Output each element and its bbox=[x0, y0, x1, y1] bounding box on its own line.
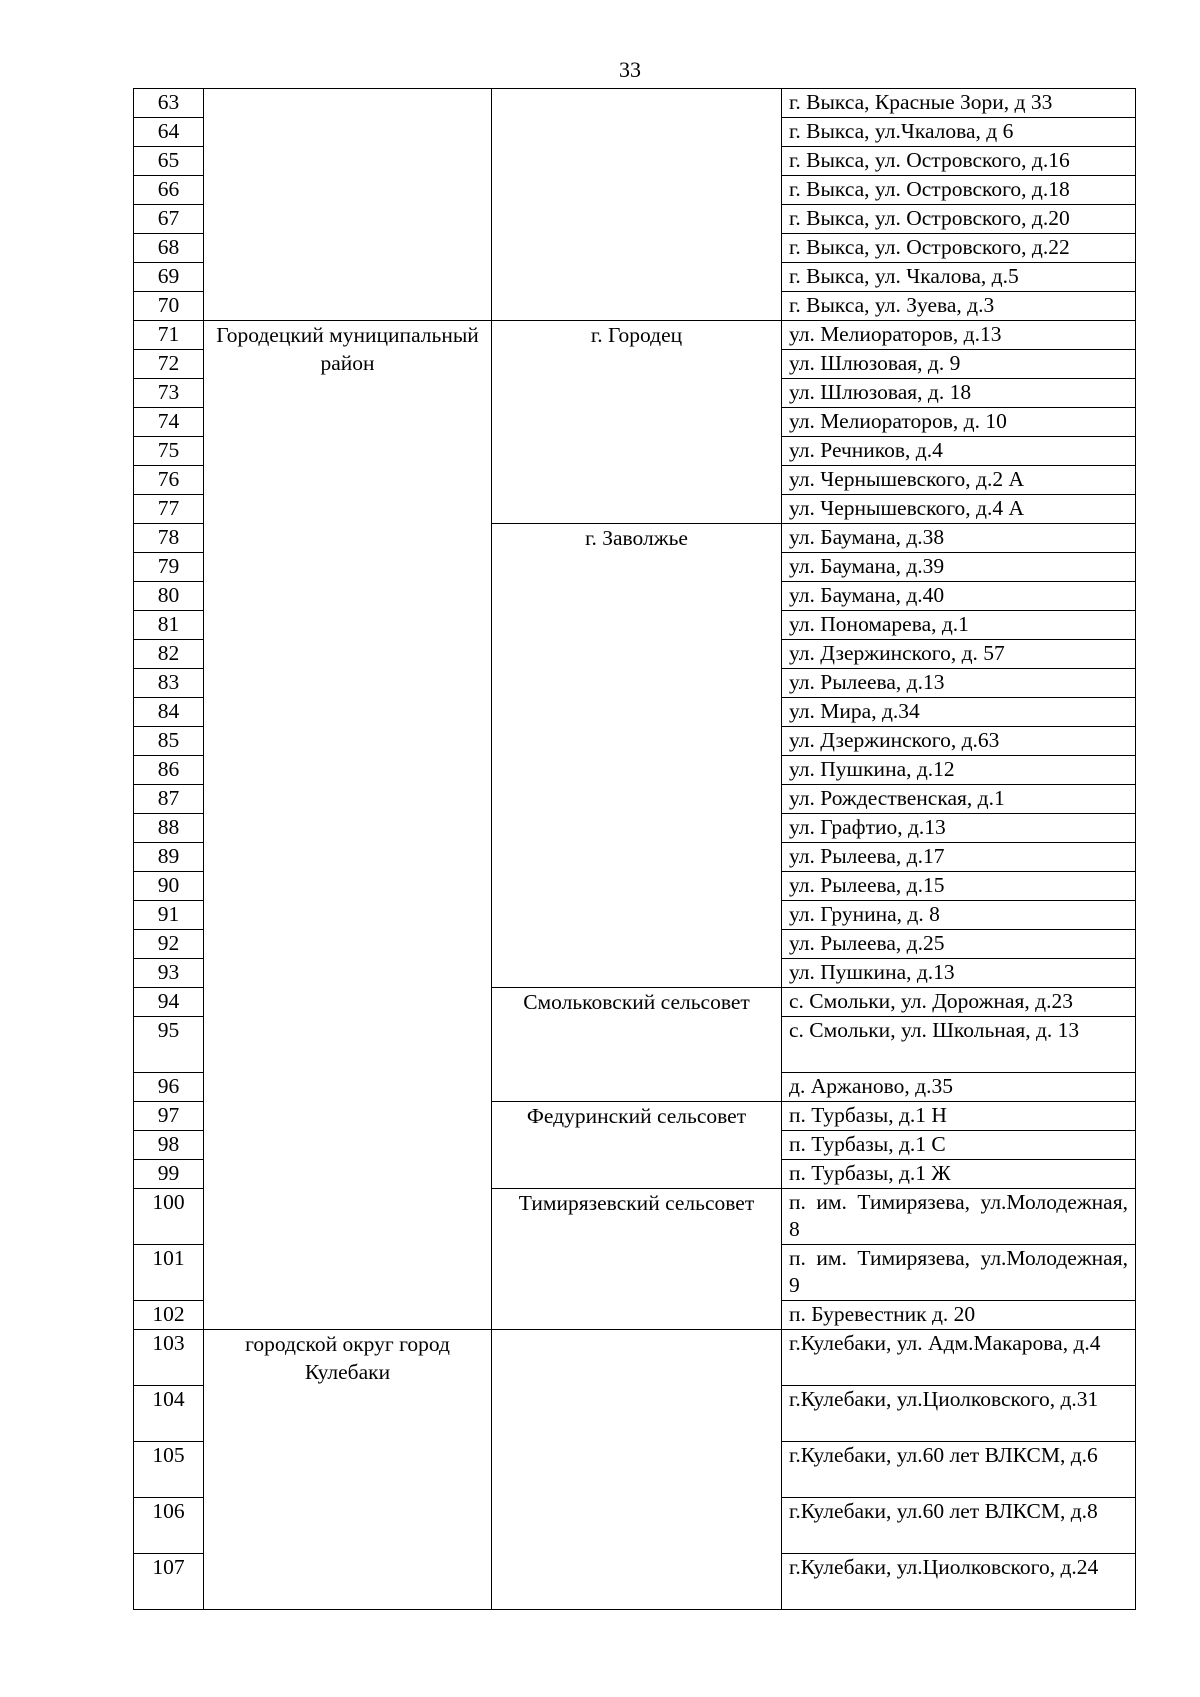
address-cell: ул. Дзержинского, д. 57 bbox=[782, 640, 1136, 669]
row-number: 106 bbox=[134, 1498, 204, 1554]
address-cell: ул. Мелиораторов, д. 10 bbox=[782, 408, 1136, 437]
row-number: 92 bbox=[134, 930, 204, 959]
row-number: 107 bbox=[134, 1554, 204, 1610]
row-number: 97 bbox=[134, 1102, 204, 1131]
locality-cell: Тимирязевский сельсовет bbox=[492, 1189, 782, 1330]
row-number: 101 bbox=[134, 1245, 204, 1301]
locality-cell bbox=[492, 89, 782, 321]
row-number: 91 bbox=[134, 901, 204, 930]
address-cell: с. Смольки, ул. Дорожная, д.23 bbox=[782, 988, 1136, 1017]
address-cell: п. Турбазы, д.1 Ж bbox=[782, 1160, 1136, 1189]
district-cell: Городецкий муниципальный район bbox=[204, 321, 492, 1330]
page-number: 33 bbox=[619, 57, 641, 82]
row-number: 79 bbox=[134, 553, 204, 582]
row-number: 82 bbox=[134, 640, 204, 669]
address-cell: п. им. Тимирязева, ул.Молодежная, 9 bbox=[782, 1245, 1136, 1301]
address-cell: ул. Мелиораторов, д.13 bbox=[782, 321, 1136, 350]
address-cell: г.Кулебаки, ул. Адм.Макарова, д.4 bbox=[782, 1330, 1136, 1386]
address-cell: ул. Пономарева, д.1 bbox=[782, 611, 1136, 640]
address-cell: ул. Баумана, д.39 bbox=[782, 553, 1136, 582]
address-cell: г. Выкса, ул. Островского, д.20 bbox=[782, 205, 1136, 234]
locality-cell: Смольковский сельсовет bbox=[492, 988, 782, 1102]
row-number: 69 bbox=[134, 263, 204, 292]
row-number: 84 bbox=[134, 698, 204, 727]
address-cell: г. Выкса, ул. Островского, д.22 bbox=[782, 234, 1136, 263]
address-cell: ул. Рылеева, д.17 bbox=[782, 843, 1136, 872]
row-number: 64 bbox=[134, 118, 204, 147]
row-number: 103 bbox=[134, 1330, 204, 1386]
locality-cell bbox=[492, 1330, 782, 1610]
address-cell: г.Кулебаки, ул.Циолковского, д.24 bbox=[782, 1554, 1136, 1610]
address-cell: п. им. Тимирязева, ул.Молодежная, 8 bbox=[782, 1189, 1136, 1245]
address-cell: п. Турбазы, д.1 С bbox=[782, 1131, 1136, 1160]
row-number: 89 bbox=[134, 843, 204, 872]
address-cell: г. Выкса, ул. Островского, д.18 bbox=[782, 176, 1136, 205]
address-cell: г. Выкса, Красные Зори, д 33 bbox=[782, 89, 1136, 118]
row-number: 65 bbox=[134, 147, 204, 176]
address-cell: ул. Чернышевского, д.2 А bbox=[782, 466, 1136, 495]
address-cell: ул. Чернышевского, д.4 А bbox=[782, 495, 1136, 524]
address-cell: ул. Грунина, д. 8 bbox=[782, 901, 1136, 930]
row-number: 94 bbox=[134, 988, 204, 1017]
row-number: 96 bbox=[134, 1073, 204, 1102]
address-cell: ул. Пушкина, д.12 bbox=[782, 756, 1136, 785]
row-number: 67 bbox=[134, 205, 204, 234]
row-number: 85 bbox=[134, 727, 204, 756]
address-cell: п. Буревестник д. 20 bbox=[782, 1301, 1136, 1330]
address-cell: ул. Речников, д.4 bbox=[782, 437, 1136, 466]
row-number: 93 bbox=[134, 959, 204, 988]
table-row bbox=[134, 321, 1136, 350]
district-cell bbox=[204, 89, 492, 321]
row-number: 75 bbox=[134, 437, 204, 466]
address-cell: с. Смольки, ул. Школьная, д. 13 bbox=[782, 1017, 1136, 1073]
institutions-table bbox=[133, 88, 1136, 1610]
address-cell: д. Аржаново, д.35 bbox=[782, 1073, 1136, 1102]
address-cell: ул. Шлюзовая, д. 18 bbox=[782, 379, 1136, 408]
address-cell: г.Кулебаки, ул.Циолковского, д.31 bbox=[782, 1386, 1136, 1442]
row-number: 95 bbox=[134, 1017, 204, 1073]
address-cell: ул. Рылеева, д.13 bbox=[782, 669, 1136, 698]
row-number: 87 bbox=[134, 785, 204, 814]
row-number: 70 bbox=[134, 292, 204, 321]
row-number: 63 bbox=[134, 89, 204, 118]
address-cell: г. Выкса, ул. Зуева, д.3 bbox=[782, 292, 1136, 321]
address-cell: ул. Дзержинского, д.63 bbox=[782, 727, 1136, 756]
address-cell: ул. Шлюзовая, д. 9 bbox=[782, 350, 1136, 379]
address-cell: ул. Рылеева, д.25 bbox=[782, 930, 1136, 959]
row-number: 90 bbox=[134, 872, 204, 901]
locality-cell: г. Заволжье bbox=[492, 524, 782, 988]
row-number: 86 bbox=[134, 756, 204, 785]
table-row bbox=[134, 1330, 1136, 1386]
row-number: 104 bbox=[134, 1386, 204, 1442]
row-number: 83 bbox=[134, 669, 204, 698]
address-cell: г. Выкса, ул.Чкалова, д 6 bbox=[782, 118, 1136, 147]
locality-cell: Федуринский сельсовет bbox=[492, 1102, 782, 1189]
table-body bbox=[134, 89, 1136, 1610]
address-cell: г. Выкса, ул. Чкалова, д.5 bbox=[782, 263, 1136, 292]
table-row bbox=[134, 89, 1136, 118]
row-number: 99 bbox=[134, 1160, 204, 1189]
address-cell: ул. Рождественская, д.1 bbox=[782, 785, 1136, 814]
row-number: 66 bbox=[134, 176, 204, 205]
row-number: 78 bbox=[134, 524, 204, 553]
row-number: 81 bbox=[134, 611, 204, 640]
address-cell: г. Выкса, ул. Островского, д.16 bbox=[782, 147, 1136, 176]
district-cell: городской округ город Кулебаки bbox=[204, 1330, 492, 1610]
row-number: 102 bbox=[134, 1301, 204, 1330]
address-cell: ул. Мира, д.34 bbox=[782, 698, 1136, 727]
row-number: 68 bbox=[134, 234, 204, 263]
row-number: 88 bbox=[134, 814, 204, 843]
row-number: 80 bbox=[134, 582, 204, 611]
address-cell: ул. Пушкина, д.13 bbox=[782, 959, 1136, 988]
row-number: 77 bbox=[134, 495, 204, 524]
row-number: 76 bbox=[134, 466, 204, 495]
address-cell: ул. Баумана, д.40 bbox=[782, 582, 1136, 611]
row-number: 105 bbox=[134, 1442, 204, 1498]
locality-cell: г. Городец bbox=[492, 321, 782, 524]
row-number: 98 bbox=[134, 1131, 204, 1160]
row-number: 73 bbox=[134, 379, 204, 408]
address-cell: ул. Рылеева, д.15 bbox=[782, 872, 1136, 901]
address-cell: п. Турбазы, д.1 Н bbox=[782, 1102, 1136, 1131]
address-cell: ул. Графтио, д.13 bbox=[782, 814, 1136, 843]
row-number: 74 bbox=[134, 408, 204, 437]
address-cell: г.Кулебаки, ул.60 лет ВЛКСМ, д.6 bbox=[782, 1442, 1136, 1498]
row-number: 100 bbox=[134, 1189, 204, 1245]
address-cell: ул. Баумана, д.38 bbox=[782, 524, 1136, 553]
row-number: 72 bbox=[134, 350, 204, 379]
address-cell: г.Кулебаки, ул.60 лет ВЛКСМ, д.8 bbox=[782, 1498, 1136, 1554]
row-number: 71 bbox=[134, 321, 204, 350]
